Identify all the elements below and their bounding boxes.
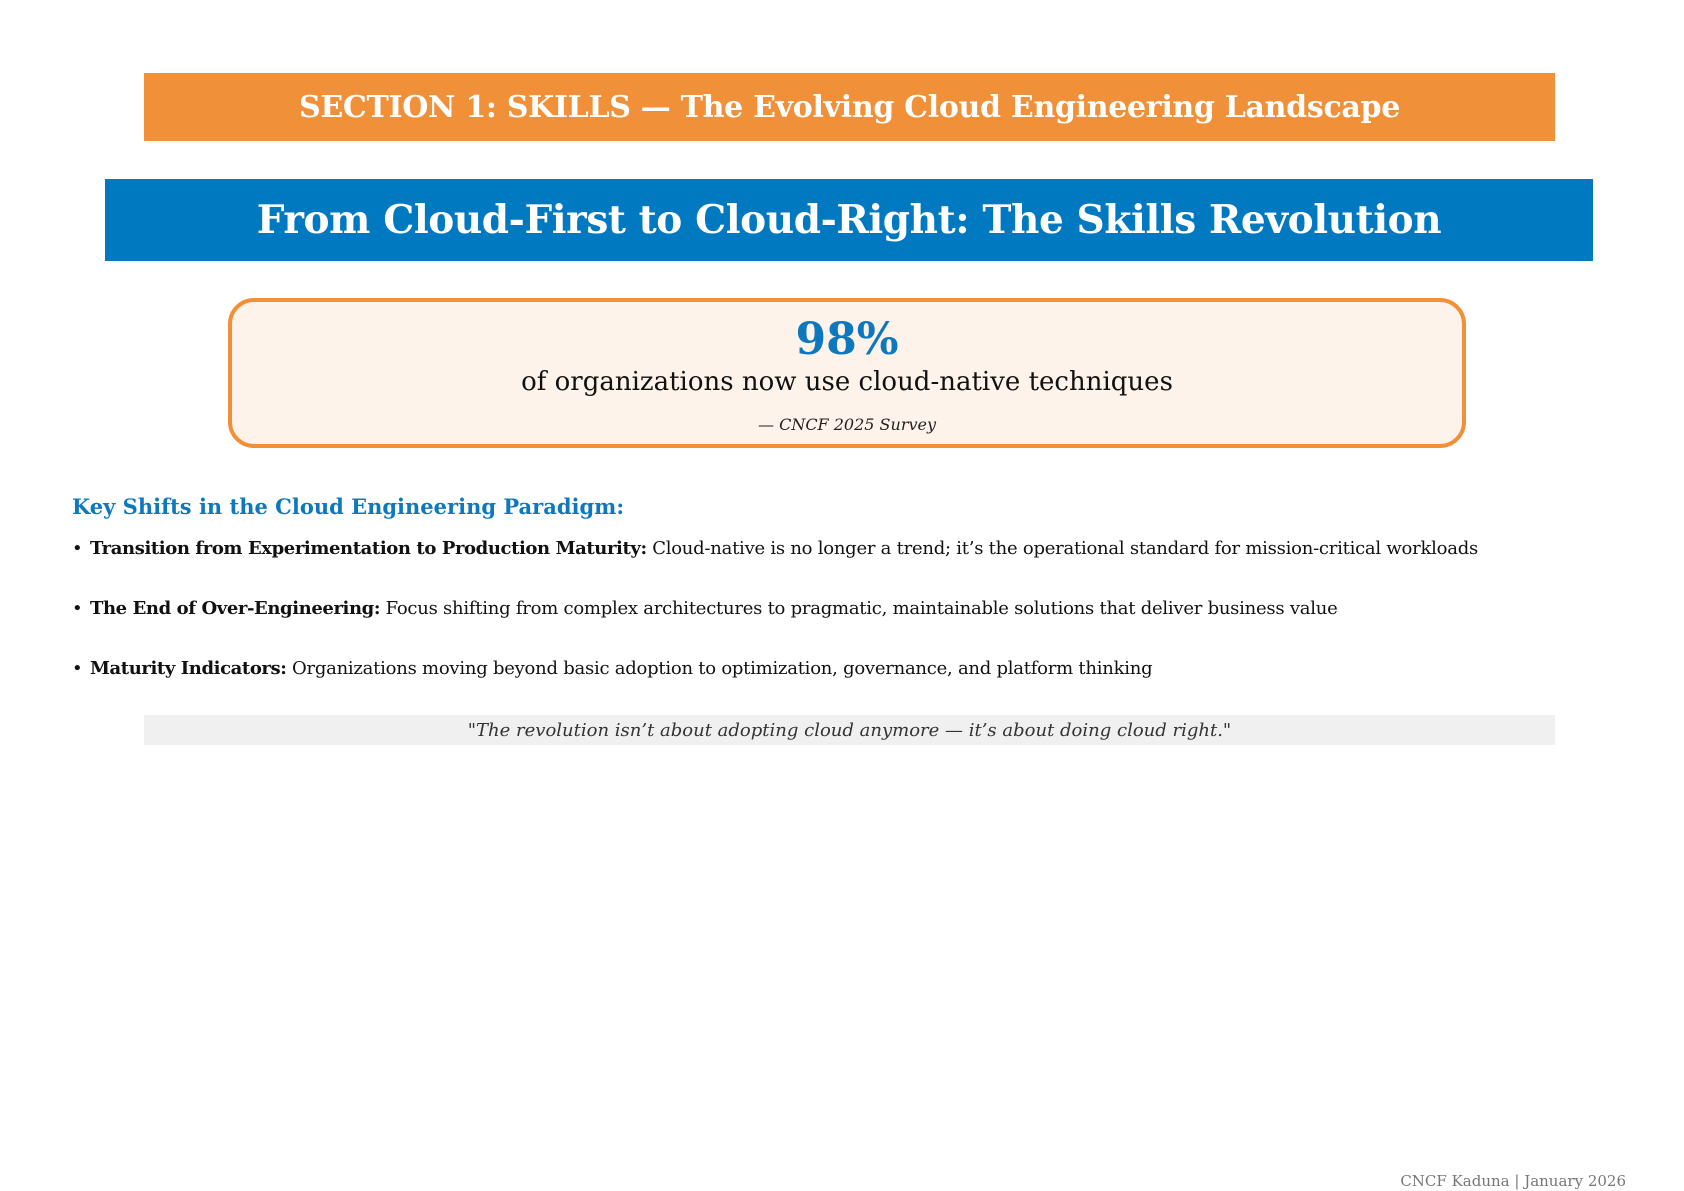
key-shifts-heading: Key Shifts in the Cloud Engineering Paradigm: <box>72 494 625 519</box>
list-item-lead: Transition from Experimentation to Production Maturity: <box>90 538 647 559</box>
list-item <box>72 598 1338 620</box>
stat-value: 98% <box>795 314 899 365</box>
list-item <box>72 658 1152 680</box>
footer-text: CNCF Kaduna | January 2026 <box>1400 1172 1626 1190</box>
bullet-marker: • <box>72 538 83 559</box>
stat-callout <box>228 298 1466 448</box>
bullet-marker: • <box>72 598 83 619</box>
list-item-text: Focus shifting from complex architectures to pragmatic, maintainable solutions that deliver business value <box>380 598 1338 619</box>
quote-text: "The revolution isn’t about adopting cloud anymore — it’s about doing cloud right." <box>467 719 1232 741</box>
bullet-marker: • <box>72 658 83 679</box>
stat-source: — CNCF 2025 Survey <box>757 415 937 434</box>
list-item-lead: The End of Over-Engineering: <box>90 598 381 619</box>
section-banner-text: SECTION 1: SKILLS — The Evolving Cloud Engineering Landscape <box>298 89 1401 125</box>
list-item <box>72 538 1478 560</box>
section-banner <box>144 73 1555 141</box>
list-item-text: Cloud-native is no longer a trend; it’s the operational standard for mission-critical workloads <box>646 538 1478 559</box>
page-title <box>105 179 1593 261</box>
list-item-lead: Maturity Indicators: <box>90 658 287 679</box>
page-title-text: From Cloud-First to Cloud-Right: The Skills Revolution <box>256 197 1442 243</box>
list-item-text: Organizations moving beyond basic adoption to optimization, governance, and platform thinking <box>286 658 1153 679</box>
stat-description: of organizations now use cloud-native techniques <box>521 367 1173 397</box>
quote-bar <box>144 715 1555 745</box>
